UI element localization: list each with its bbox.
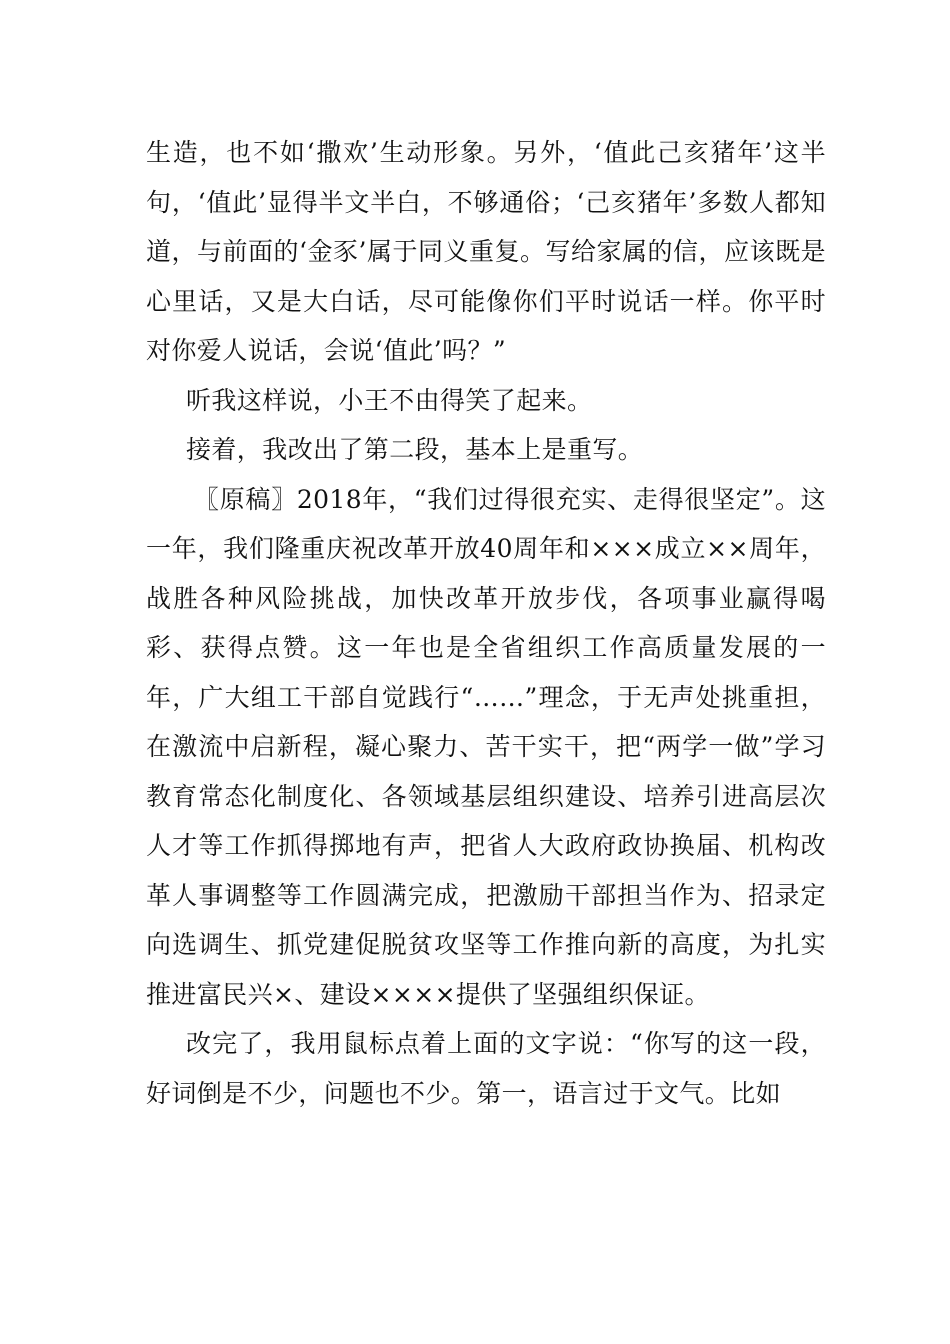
document-body — [146, 128, 826, 1118]
paragraph-continuation: 生造，也不如‘撒欢’生动形象。另外，‘值此己亥猪年’这半句，‘值此’显得半文半白，不够通俗；‘己亥猪年’多数人都知道，与前面的‘金豕’属于同义重复。写给家属的信，应该既是心里话，又是大白话，尽可能像你们平时说话一样。你平时对你爱人说话，会说‘值此’吗？” — [146, 138, 826, 365]
paragraph-original-draft: 〖原稿〗2018年，“我们过得很充实、走得很坚定”。这一年，我们隆重庆祝改革开放40周年和×××成立××周年，战胜各种风险挑战，加快改革开放步伐，各项事业赢得喝彩、获得点赞。这一年也是全省组织工作高质量发展的一年，广大组工干部自觉践行“……”理念，于无声处挑重担，在激流中启新程，凝心聚力、苦干实干，把“两学一做”学习教育常态化制度化、各领域基层组织建设、培养引进高层次人才等工作抓得掷地有声，把省人大政府政协换届、机构改革人事调整等工作圆满完成，把激励干部担当作为、招录定向选调生、抓党建促脱贫攻坚等工作推向新的高度，为扎实推进富民兴×、建设××××提供了坚强组织保证。 — [146, 484, 826, 1009]
paragraph-second-section-intro: 接着，我改出了第二段，基本上是重写。 — [186, 435, 644, 464]
paragraph-critique: 改完了，我用鼠标点着上面的文字说：“你写的这一段，好词倒是不少，问题也不少。第一，语言过于文气。比如 — [146, 1029, 826, 1108]
paragraph-xiaowang-laughs: 听我这样说，小王不由得笑了起来。 — [186, 385, 593, 415]
